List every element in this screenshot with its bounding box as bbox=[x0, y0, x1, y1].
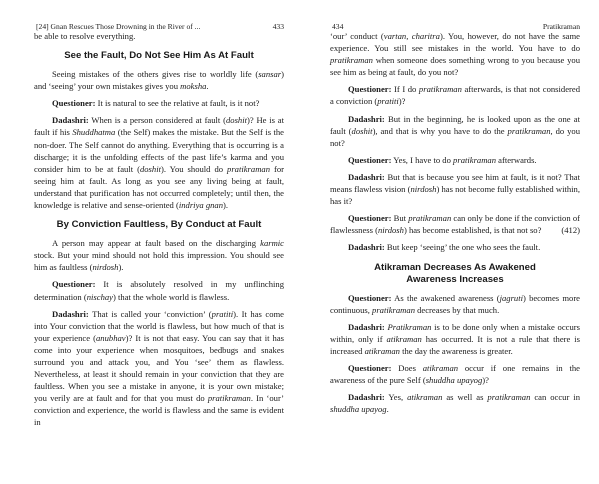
speaker-label: Dadashri: bbox=[52, 308, 89, 319]
speaker-label: Questioner: bbox=[348, 213, 392, 224]
question-paragraph: Questioner: But pratikraman can only be done if the conviction of flawlessness (nirdosh) has become established, is that not so? (412) bbox=[330, 213, 580, 236]
question-paragraph: Questioner: It is absolutely resolved in my unflinching determination (nischay) that the whole world is flawless. bbox=[34, 279, 284, 302]
answer-paragraph: Dadashri: Pratikraman is to be done only when a mistake occurs within, only if atikraman has occurred. It is not a rule that there is increased atikraman the day the awareness is greater. bbox=[330, 321, 580, 356]
speaker-label: Questioner: bbox=[348, 154, 392, 165]
speaker-label: Questioner: bbox=[52, 279, 96, 290]
paragraph: ‘our’ conduct (vartan, charitra). You, however, do not have the same experience. You still see mistakes in the world. You have to do pratikraman when someone does something wrong to you because you see him as being at fault, do you not? bbox=[330, 31, 580, 78]
paragraph-reference-number: (412) bbox=[561, 225, 580, 236]
left-page bbox=[34, 0, 284, 484]
answer-paragraph: Dadashri: But keep ‘seeing’ the one who sees the fault. bbox=[348, 242, 541, 253]
section-heading: See the Fault, Do Not See Him As At Fault bbox=[64, 50, 254, 62]
answer-paragraph: Dadashri: That is called your ‘conviction’ (pratiti). It has come into Your conviction that the world is flawless, but how much of that is your experience (anubhav)? It is not that easy. You can say that it has come into your experience when mosquitoes, bedbugs and snakes surround you and attack you, and You ‘see’ them as flawless. Nevertheless, at least it should remain in your conviction that they are faultless. When you see a mistake in anyone, it is your own mistake; you verily are at fault and for that you must do pratikraman. In ‘our’ conviction and experience, the world is flawless and the same is evident in bbox=[34, 308, 285, 428]
right-page bbox=[330, 0, 580, 484]
question-paragraph: Questioner: Yes, I have to do pratikraman afterwards. bbox=[348, 154, 537, 165]
left-page-number: 433 bbox=[272, 22, 284, 31]
right-running-header bbox=[330, 0, 580, 30]
speaker-label: Questioner: bbox=[52, 98, 96, 109]
answer-paragraph: Dadashri: But that is because you see him at fault, is it not? That means flawless vision (nirdosh) has not become fully established within, has it? bbox=[330, 171, 580, 207]
question-paragraph: Questioner: It is natural to see the relative at fault, is it not? bbox=[52, 98, 260, 109]
paragraph: A person may appear at fault based on the discharging karmic stock. But your mind should not hold this impression. You should see him as faultless (nirdosh). bbox=[34, 238, 284, 273]
left-header-title: [24] Gnan Rescues Those Drowning in the River of ... bbox=[36, 22, 201, 31]
speaker-label: Questioner: bbox=[348, 292, 392, 303]
speaker-label: Dadashri: bbox=[52, 115, 89, 126]
right-header-title: Pratikraman bbox=[542, 22, 580, 31]
speaker-label: Questioner: bbox=[348, 84, 392, 95]
question-paragraph: Questioner: As the awakened awareness (jagruti) becomes more continuous, pratikraman decreases by that much. bbox=[330, 292, 580, 315]
speaker-label: Dadashri: bbox=[348, 171, 385, 182]
section-heading: By Conviction Faultless, By Conduct at Fault bbox=[56, 219, 262, 231]
paragraph: Seeing mistakes of the others gives rise to worldly life (sansar) and ‘seeing’ your own mistakes gives you moksha. bbox=[34, 69, 284, 92]
right-page-number: 434 bbox=[332, 22, 344, 31]
paragraph: be able to resolve everything. bbox=[34, 31, 136, 41]
speaker-label: Dadashri: bbox=[348, 392, 385, 403]
answer-paragraph: Dadashri: But in the beginning, he is looked upon as the one at fault (doshit), and that is why you have to do the pratikraman, do you not? bbox=[330, 113, 580, 148]
left-running-header bbox=[34, 0, 284, 30]
section-heading: Atikraman Decreases As Awakened Awareness Increases bbox=[374, 261, 536, 285]
speaker-label: Dadashri: bbox=[348, 242, 385, 253]
question-paragraph: Questioner: Does atikraman occur if one remains in the awareness of the pure Self (shuddha upayog)? bbox=[330, 362, 580, 386]
answer-paragraph: Dadashri: Yes, atikraman as well as pratikraman can occur in shuddha upayog. bbox=[330, 392, 580, 415]
speaker-label: Questioner: bbox=[348, 362, 392, 373]
speaker-label: Dadashri: bbox=[348, 113, 385, 124]
question-paragraph: Questioner: If I do pratikraman afterwards, is that not considered a conviction (pratiti)? bbox=[330, 84, 580, 107]
answer-paragraph: Dadashri: When is a person considered at fault (doshit)? He is at fault if his Shuddhatma (the Self) makes the mistake. But the Self is the non-doer. The Self cannot do anything. Everything that is occurring is a discharge; it is the unfolding effects of the past life’s karma and you consider him to be at fault (doshit). You should do pratikraman for seeing him at fault. As long as you see any living being at fault, understand that purification has not occurred completely; until then, the knowledge is relative and sense-oriented (indriya gnan). bbox=[34, 115, 285, 211]
speaker-label: Dadashri: bbox=[348, 321, 385, 332]
